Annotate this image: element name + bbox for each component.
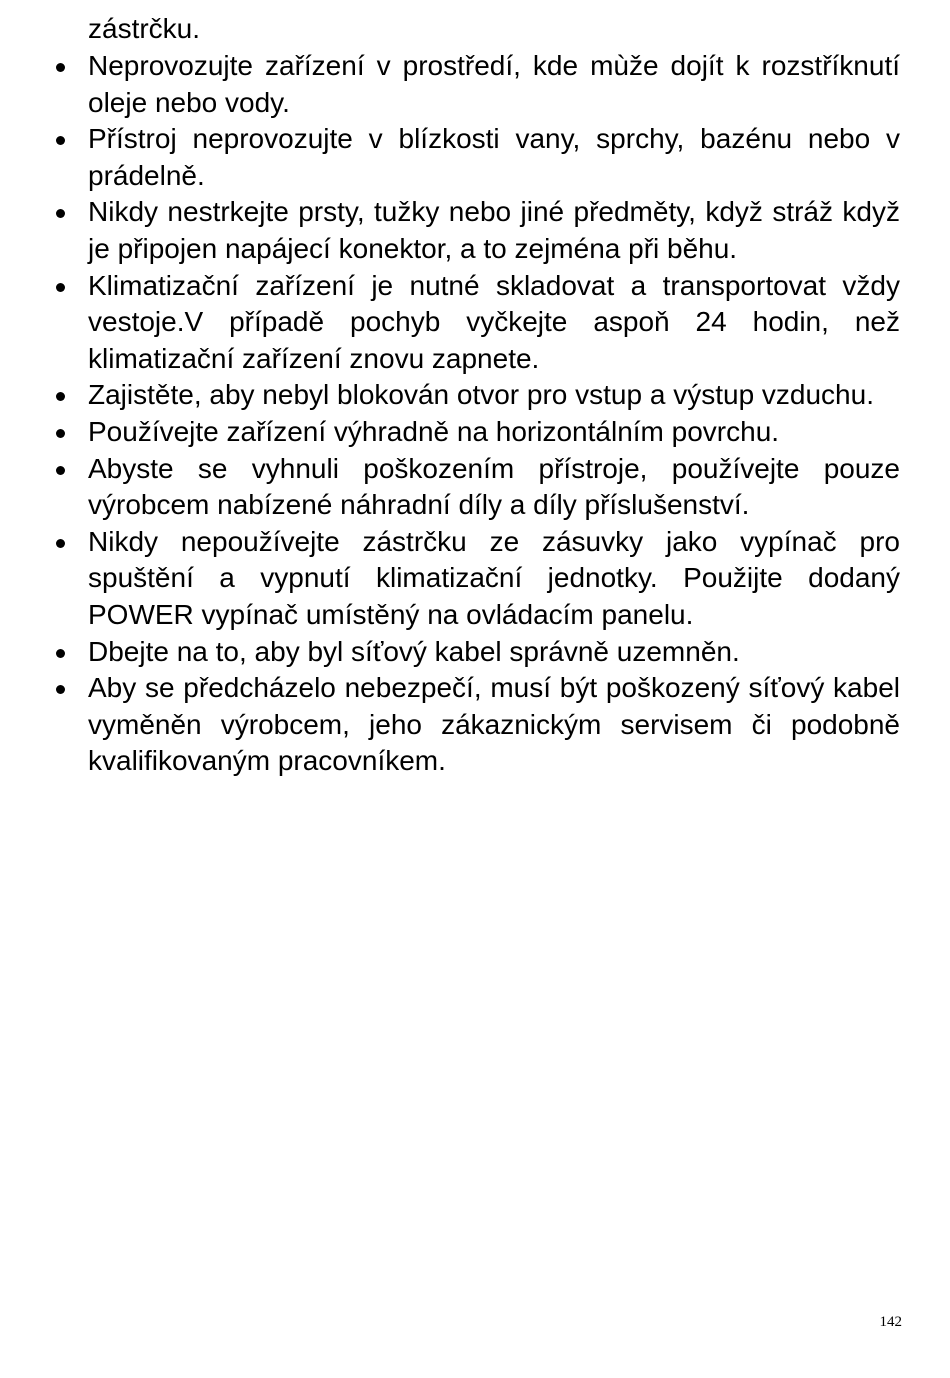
list-item-text: Používejte zařízení výhradně na horizontálním povrchu. — [88, 415, 780, 447]
list-item — [0, 121, 900, 194]
list-item-text: Přístroj neprovozujte v blízkosti vany, sprchy, bazénu nebo v prádelně. — [88, 123, 900, 191]
bullet-icon — [56, 649, 65, 658]
list-item — [0, 634, 900, 671]
list-item — [0, 451, 900, 524]
list-item — [0, 524, 900, 634]
list-item — [0, 670, 900, 780]
bullet-icon — [56, 63, 65, 72]
bullet-icon — [56, 283, 65, 292]
continuation-text: zástrčku. — [88, 13, 201, 44]
bullet-icon — [56, 136, 65, 145]
list-item — [0, 194, 900, 267]
list-item-text: Nikdy nestrkejte prsty, tužky nebo jiné předměty, když stráž když je připojen napájecí konektor, a to zejména při běhu. — [88, 196, 900, 264]
bullet-icon — [56, 429, 65, 438]
list-item-text: Zajistěte, aby nebyl blokován otvor pro vstup a výstup vzduchu. — [88, 379, 874, 411]
list-item-text: Klimatizační zařízení je nutné skladovat a transportovat vždy vestoje.V případě pochyb vyčkejte aspoň 24 hodin, než klimatizační zařízení znovu zapnete. — [88, 269, 900, 374]
list-item-text: Dbejte na to, aby byl síťový kabel správně uzemněn. — [88, 635, 740, 667]
list-item — [0, 377, 900, 414]
bullet-icon — [56, 539, 65, 548]
list-item-text: Abyste se vyhnuli poškozením přístroje, používejte pouze výrobcem nabízené náhradní díly a díly příslušenství. — [88, 452, 900, 521]
list-item — [0, 268, 900, 378]
bullet-icon — [56, 466, 65, 475]
list-item-text: Nikdy nepoužívejte zástrčku ze zásuvky jako vypínač pro spuštění a vypnutí klimatizační jednotky. Použijte dodaný POWER vypínač umístěný na ovládacím panelu. — [88, 525, 900, 630]
list-item-text: Aby se předcházelo nebezpečí, musí být poškozený síťový kabel vyměněn výrobcem, jeho zákaznickým servisem či podobně kvalifikovaným pracovníkem. — [88, 672, 900, 777]
bullet-icon — [56, 209, 65, 218]
bullet-icon — [56, 392, 65, 401]
list-item — [0, 48, 900, 121]
page-number: 142 — [879, 1314, 902, 1330]
bullet-icon — [56, 685, 65, 694]
list-item — [0, 414, 900, 451]
safety-bullet-list — [0, 48, 950, 780]
list-item-text: Neprovozujte zařízení v prostředí, kde mùže dojít k rozstříknutí oleje nebo vody. — [88, 50, 900, 118]
